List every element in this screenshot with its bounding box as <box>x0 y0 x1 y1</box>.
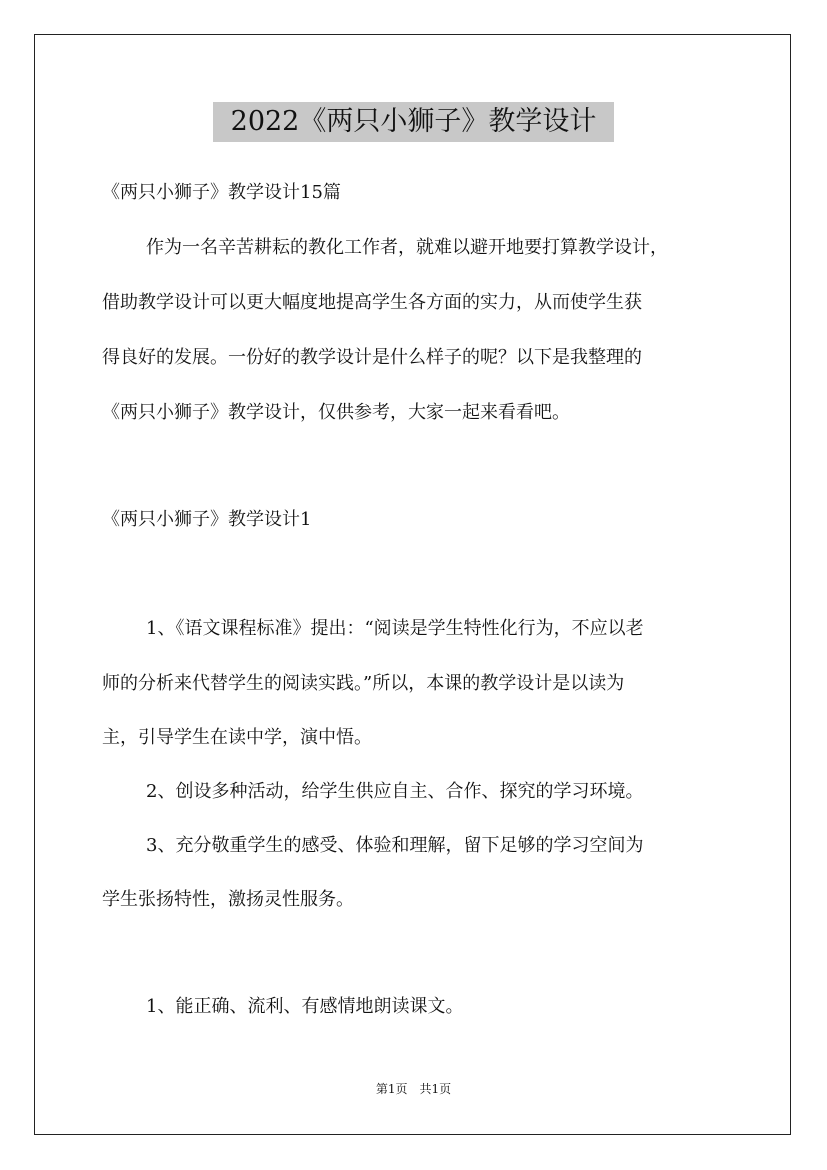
paragraph-line: 2、创设多种活动，给学生供应自主、合作、探究的学习环境。 <box>146 781 644 802</box>
paragraph-line: 3、充分敬重学生的感受、体验和理解，留下足够的学习空间为 <box>146 835 644 856</box>
paragraph-line: 《两只小狮子》教学设计，仅供参考，大家一起来看看吧。 <box>102 402 570 423</box>
section-heading: 《两只小狮子》教学设计1 <box>102 509 312 530</box>
paragraph-line: 借助教学设计可以更大幅度地提高学生各方面的实力，从而使学生获 <box>102 292 642 313</box>
page-number-footer: 第1页 共1页 <box>375 1082 452 1096</box>
paragraph-line: 得良好的发展。一份好的教学设计是什么样子的呢？以下是我整理的 <box>102 347 642 368</box>
paragraph-line: 学生张扬特性，激扬灵性服务。 <box>102 889 354 910</box>
paragraph-line: 主，引导学生在读中学，演中悟。 <box>102 727 372 748</box>
subtitle: 《两只小狮子》教学设计15篇 <box>102 182 341 203</box>
document-title: 2022《两只小狮子》教学设计 <box>213 102 614 142</box>
paragraph-line: 作为一名辛苦耕耘的教化工作者，就难以避开地要打算教学设计， <box>146 237 668 258</box>
paragraph-line: 师的分析来代替学生的阅读实践。”所以，本课的教学设计是以读为 <box>102 673 625 694</box>
paragraph-line: 1、能正确、流利、有感情地朗读课文。 <box>146 996 464 1017</box>
paragraph-line: 1、《语文课程标准》提出：“阅读是学生特性化行为，不应以老 <box>146 618 644 639</box>
